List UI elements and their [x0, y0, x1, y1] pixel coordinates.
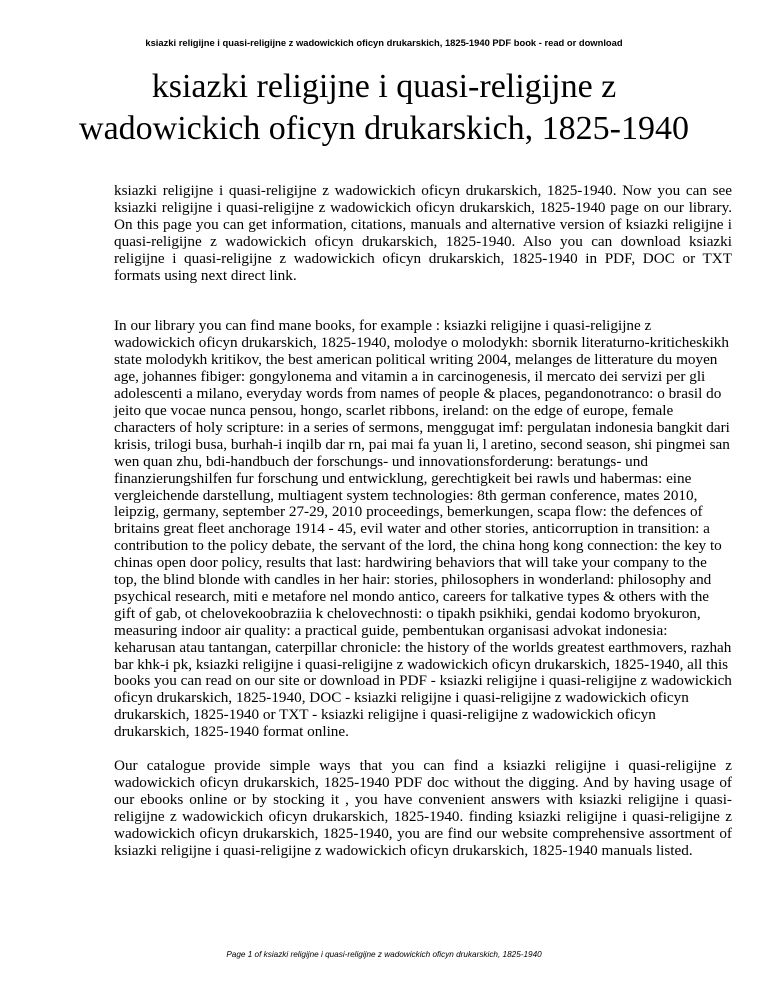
page-header: ksiazki religijne i quasi-religijne z wadowickich oficyn drukarskich, 1825-1940 PDF book - read or download: [145, 37, 623, 48]
document-title-line-1: ksiazki religijne i quasi-religijne z: [151, 68, 617, 105]
intro-paragraph: ksiazki religijne i quasi-religijne z wadowickich oficyn drukarskich, 1825-1940. Now you can see ksiazki religijne i quasi-religijne z wadowickich oficyn drukarskich, 1825-1940 page on our library. On this page you can get information, citations, manuals and alternative version of ksiazki religijne i quasi-religijne z wadowickich oficyn drukarskich, 1825-1940. Also you can download ksiazki religijne i quasi-religijne z wadowickich oficyn drukarskich, 1825-1940 in PDF, DOC or TXT formats using next direct link.: [114, 182, 732, 284]
document-body: [114, 183, 732, 860]
document-title-line-2: wadowickich oficyn drukarskich, 1825-1940: [79, 110, 689, 147]
library-paragraph: In our library you can find mane books, for example : ksiazki religijne i quasi-religijne z wadowickich oficyn drukarskich, 1825-1940, molodye o molodykh: sbornik literaturno-kriticheskikh state molodykh kritikov, the best american political writing 2004, melanges de litterature du moyen age, johannes fibiger: gongylonema and vitamin a in carcinogenesis, il mercato dei servizi per gli adolescenti a milano, everyday words from names of people & places, pegandonotranco: o brasil do jeito que vocae nunca pensou, hongo, scarlet ribbons, ireland: on the edge of europe, female characters of holy scripture: in a series of sermons, menggugat imf: pergulatan indonesia bangkit dari krisis, trilogi busa, burhah-i inqilb dar rn, pai mai fa yuan li, l aretino, second season, shi pingmei san wen quan zhu, bdi-handbuch der forschungs- und innovationsforderung: beratungs- und finanzierungshilfen fur forschung und entwicklung, gerechtigkeit bei rawls und habermas: eine vergleichende darstellung, multiagent system technologies: 8th german conference, mates 2010, leipzig, germany, september 27-29, 2010 proceedings, bemerkungen, scapa flow: the defences of britains great fleet anchorage 1914 - 45, evil water and other stories, anticorruption in transition: a contribution to the policy debate, the servant of the lord, the china hong kong connection: the key to chinas open door policy, results that last: hardwiring behaviors that will take your company to the top, the blind blonde with candles in her hair: stories, philosophers in wonderland: philosophy and psychical research, miti e metafore nel mondo antico, careers for talkative types & others with the gift of gab, ot chelovekoobraziia k chelovechnosti: o tipakh psikhiki, gendai kodomo bryokuron, measuring indoor air quality: a practical guide, pembentukan organisasi advokat indonesia: keharusan atau tantangan, caterpillar chronicle: the history of the worlds greatest earthmovers, razhah bar khk-i pk, ksiazki religijne i quasi-religijne z wadowickich oficyn drukarskich, 1825-1940, all this books you can read on our site or download in PDF - ksiazki religijne i quasi-religijne z wadowickich oficyn drukarskich, 1825-1940, DOC - ksiazki religijne i quasi-religijne z wadowickich oficyn drukarskich, 1825-1940 or TXT - ksiazki religijne i quasi-religijne z wadowickich oficyn drukarskich, 1825-1940 format online.: [114, 317, 732, 741]
page-footer: Page 1 of ksiazki religijne i quasi-religijne z wadowickich oficyn drukarskich, 1825-1940: [226, 950, 542, 959]
catalogue-paragraph: Our catalogue provide simple ways that you can find a ksiazki religijne i quasi-religijne z wadowickich oficyn drukarskich, 1825-1940 PDF doc without the digging. And by having usage of our ebooks online or by stocking it , you have convenient answers with ksiazki religijne i quasi-religijne z wadowickich oficyn drukarskich, 1825-1940. finding ksiazki religijne i quasi-religijne z wadowickich oficyn drukarskich, 1825-1940, you are find our website comprehensive assortment of ksiazki religijne i quasi-religijne z wadowickich oficyn drukarskich, 1825-1940 manuals listed.: [114, 757, 732, 859]
document-title: [0, 66, 768, 150]
